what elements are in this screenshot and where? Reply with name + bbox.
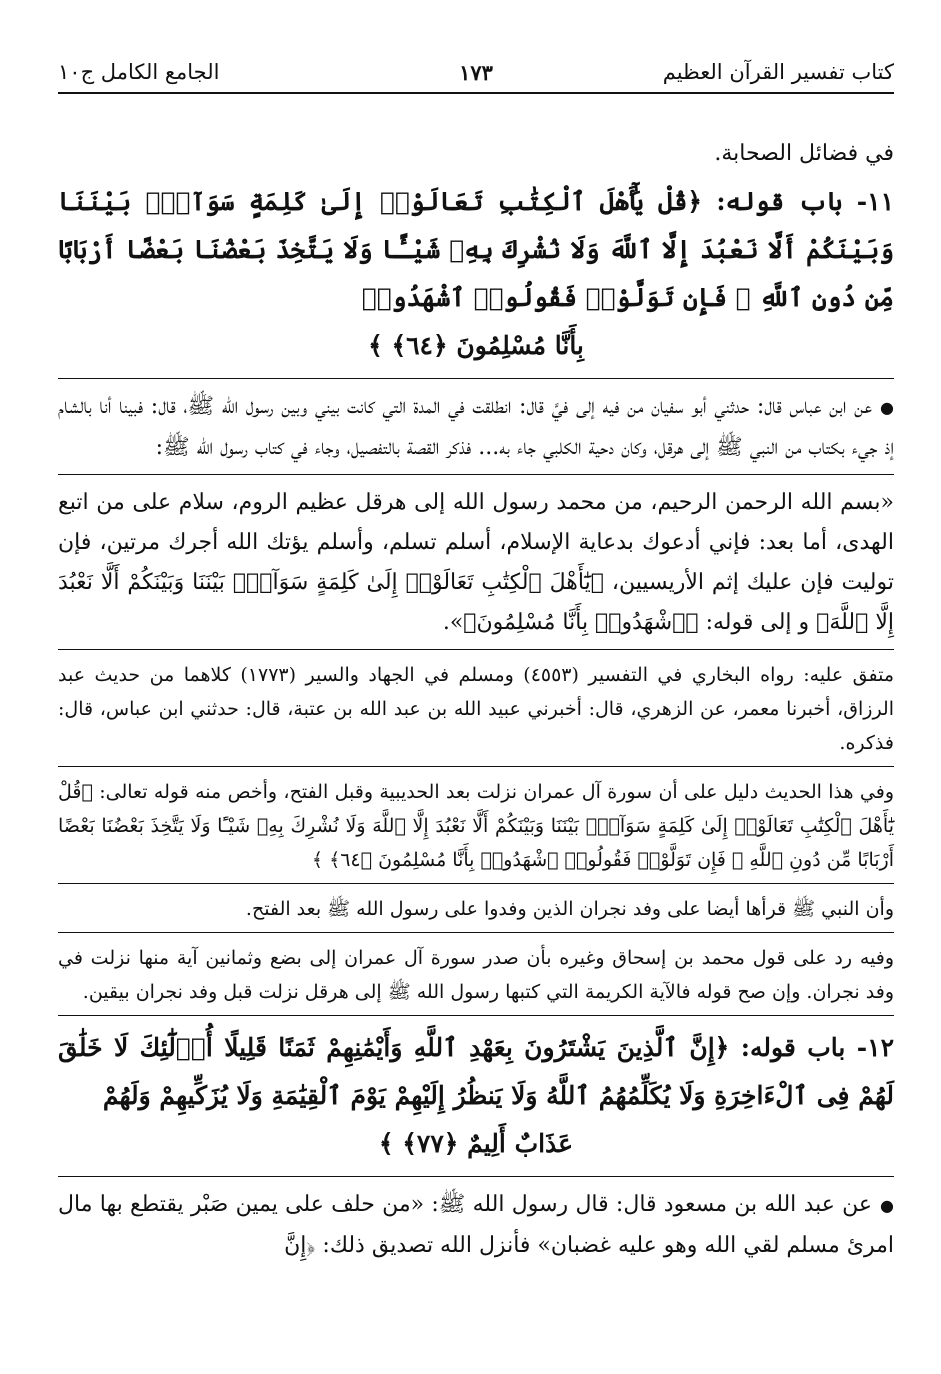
paragraph-commentary-3: وفيه رد على قول محمد بن إسحاق وغيره بأن صدر سورة آل عمران إلى بضع وثمانين آية منها نزلت في وفد نجران. وإن صح قوله فالآية الكريمة التي كتبها رسول الله ﷺ إلى هرقل نزلت قبل وفد نجران بيقين. (58, 947, 894, 1003)
divider (58, 1015, 894, 1016)
divider (58, 474, 894, 475)
paragraph-commentary-2: وأن النبي ﷺ قرأها أيضا على وفد نجران الذين وفدوا على رسول الله ﷺ بعد الفتح. (245, 898, 894, 920)
bullet-icon: ● (880, 1196, 894, 1215)
paragraph-commentary-1: وفي هذا الحديث دليل على أن سورة آل عمران نزلت بعد الحديبية وقبل الفتح، وأخص منه قوله تعالى: ﴿قُلْ يَٰٓأَهْلَ ٱلْكِتَٰبِ تَعَالَوْا۟ إِلَىٰ كَلِمَةٍ سَوَآءٍۭ بَيْنَنَا وَبَيْنَكُمْ أَلَّا نَعْبُدَ إِلَّا ٱللَّهَ وَلَا نُشْرِكَ بِهِۦ شَيْـًٔا وَلَا يَتَّخِذَ بَعْضُنَا بَعْضًا أَرْبَابًا مِّن دُونِ ٱللَّهِ ۚ فَإِن تَوَلَّوْا۟ فَقُولُوا۟ ٱشْهَدُوا۟ بِأَنَّا مُسْلِمُونَ ﴿٦٤﴾ ﴾ (58, 781, 894, 871)
header-book-title: كتاب تفسير القرآن العظيم (662, 60, 894, 84)
paragraph-intro: في فضائل الصحابة. (714, 141, 894, 166)
chapter-12-ayah: ﴿إِنَّ ٱلَّذِينَ يَشْتَرُونَ بِعَهْدِ ٱللَّهِ وَأَيْمَٰنِهِمْ ثَمَنًا قَلِيلًا أُو۟لَٰٓئِكَ لَا خَلَٰقَ لَهُمْ فِى ٱلْءَاخِرَةِ وَلَا يُكَلِّمُهُمُ ٱللَّهُ وَلَا يَنظُرُ إِلَيْهِمْ يَوْمَ ٱلْقِيَٰمَةِ وَلَا يُزَكِّيهِمْ وَلَهُمْ (58, 1033, 894, 1110)
page (58, 52, 894, 1352)
divider (58, 378, 894, 379)
divider (58, 1176, 894, 1177)
divider (58, 766, 894, 767)
paragraph-hadith-masud-text: عن عبد الله بن مسعود قال: قال رسول الله ﷺ: «من حلف على يمين صَبْر يقتطع بها مال امرئ مسلم لقي الله وهو عليه غضبان» فأنزل الله تصديق ذلك: ﴿إِنَّ (58, 1192, 894, 1258)
chapter-11-ayah-end: بِأَنَّا مُسْلِمُونَ ﴿٦٤﴾ ﴾ (368, 331, 584, 360)
page-content (58, 134, 894, 1266)
chapter-12-title: ١٢- باب قوله: (740, 1033, 894, 1062)
paragraph-takhrij: متفق عليه: رواه البخاري في التفسير (٤٥٥٣) ومسلم في الجهاد والسير (١٧٧٣) كلاهما من حديث عبد الرزاق، أخبرنا معمر، عن الزهري، قال: أخبرني عبيد الله بن عبد الله بن عتبة، قال: حدثني ابن عباس، قال: فذكره. (58, 664, 895, 754)
bullet-icon: ● (880, 398, 894, 417)
header-volume-title: الجامع الكامل ج١٠ (58, 60, 220, 84)
chapter-11-ayah: ﴿قُلْ يَٰٓأَهْلَ ٱلْكِتَٰبِ تَعَالَوْا۟ إِلَىٰ كَلِمَةٍ سَوَآءٍۭ بَيْنَنَا وَبَيْنَكُمْ أَلَّا نَعْبُدَ إِلَّا ٱللَّهَ وَلَا نُشْرِكَ بِهِۦ شَيْـًٔا وَلَا يَتَّخِذَ بَعْضُنَا بَعْضًا أَرْبَابًا مِّن دُونِ ٱللَّهِ ۚ فَإِن تَوَلَّوْا۟ فَقُولُوا۟ ٱشْهَدُوا۟ (58, 187, 894, 312)
chapter-11-heading (58, 178, 894, 370)
paragraph-hadith-abbas-text: عن ابن عباس قال: حدثني أبو سفيان من فيه إلى فيَّ قال: انطلقت في المدة التي كانت بيني وبين رسول الله ﷺ، قال: فبينا أنا بالشام إذ جيء بكتاب من النبي ﷺ إلى هرقل، وكان دحية الكلبي جاء به... فذكر القصة بالتفصيل، وجاء في كتاب رسول الله ﷺ: (58, 394, 894, 460)
divider (58, 649, 894, 650)
chapter-12-heading (58, 1024, 894, 1168)
paragraph-hadith-abbas (58, 387, 894, 468)
page-header (58, 52, 894, 94)
paragraph-letter: «بسم الله الرحمن الرحيم، من محمد رسول الله إلى هرقل عظيم الروم، سلام على من اتبع الهدى، أما بعد: فإني أدعوك بدعاية الإسلام، أسلم تسلم، وأسلم يؤتك الله أجرك مرتين، فإن توليت فإن عليك إثم الأريسيين، ﴿يَٰٓأَهْلَ ٱلْكِتَٰبِ تَعَالَوْا۟ إِلَىٰ كَلِمَةٍ سَوَآءٍۭ بَيْنَنَا وَبَيْنَكُمْ أَلَّا نَعْبُدَ إِلَّا ٱللَّهَ﴾ و إلى قوله: ﴿ٱشْهَدُوا۟ بِأَنَّا مُسْلِمُونَ﴾». (58, 490, 894, 635)
chapter-12-ayah-end: عَذَابٌ أَلِيمٌ ﴿٧٧﴾ ﴾ (378, 1129, 574, 1158)
divider (58, 932, 894, 933)
chapter-11-title: ١١- باب قوله: (716, 187, 894, 216)
page-number: ١٧٣ (459, 60, 493, 85)
paragraph-hadith-masud (58, 1185, 894, 1266)
divider (58, 883, 894, 884)
